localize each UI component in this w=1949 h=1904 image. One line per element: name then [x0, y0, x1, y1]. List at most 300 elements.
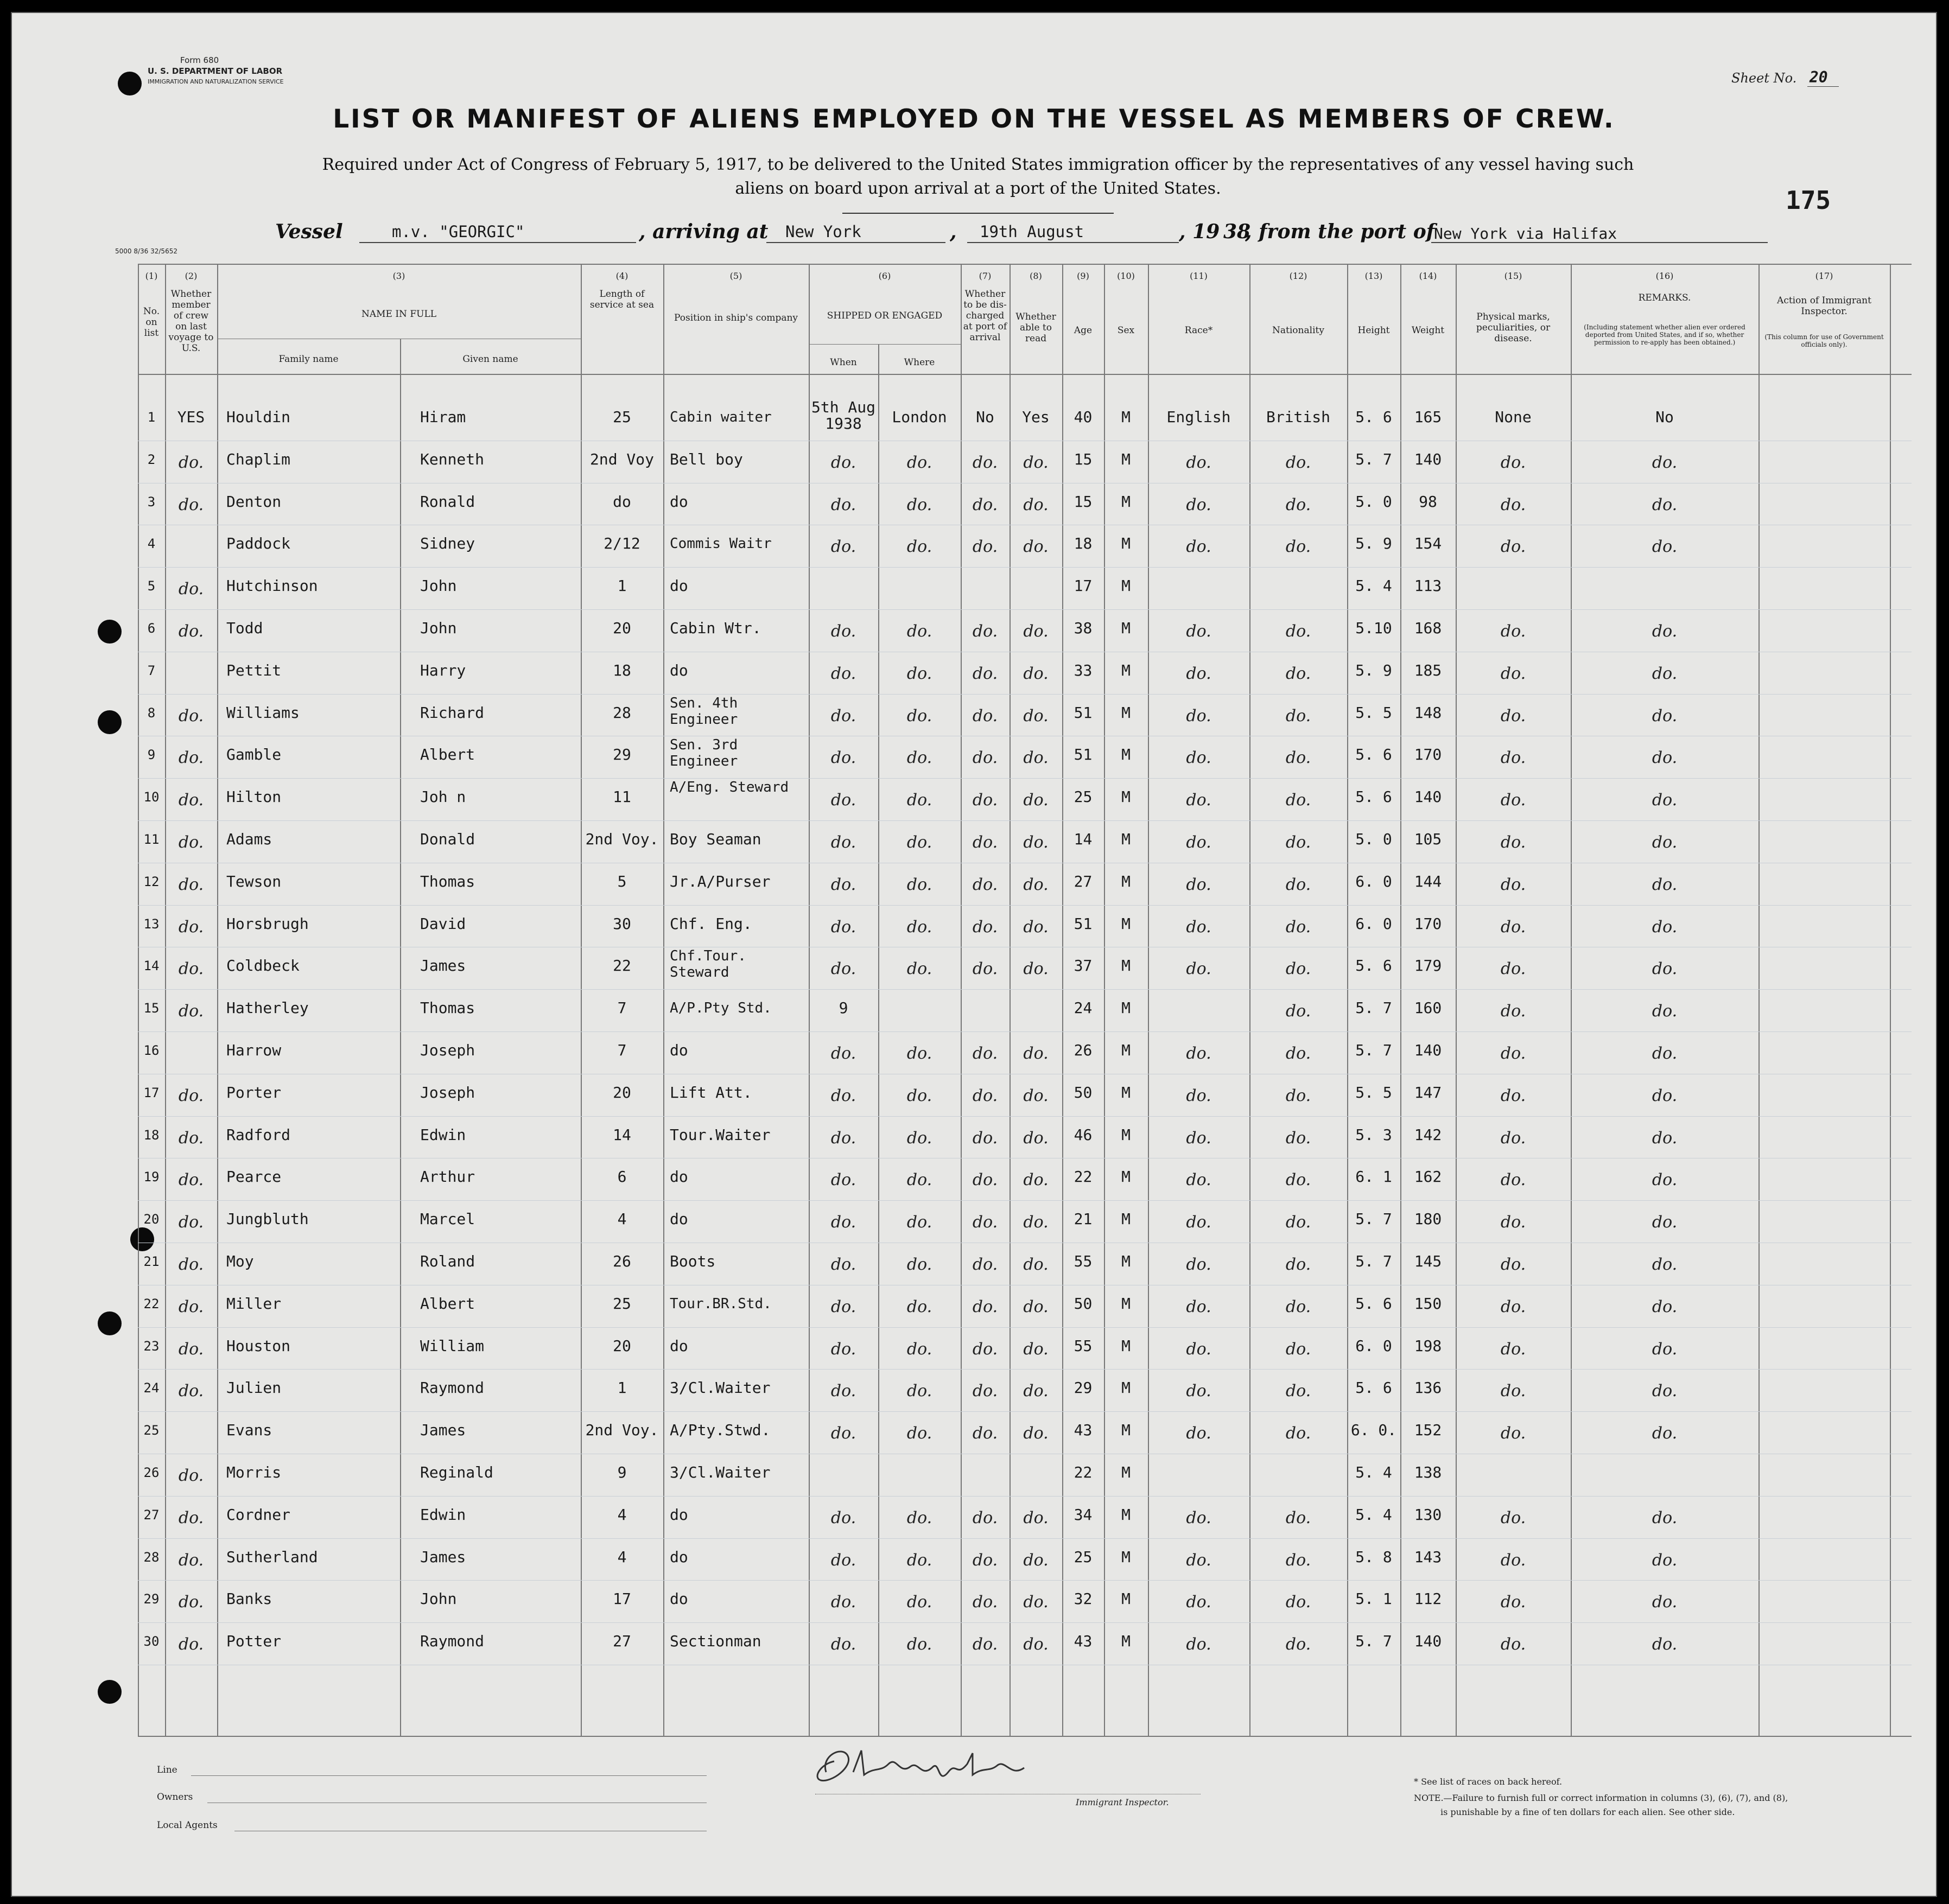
- row-5-prev: do.: [178, 580, 204, 599]
- row-22-where: do.: [906, 1297, 932, 1316]
- row-23-race: do.: [1186, 1339, 1211, 1359]
- row-6-marks: do.: [1500, 622, 1526, 641]
- row-1-family: Houldin: [226, 408, 291, 426]
- row-22-no: 22: [143, 1296, 160, 1311]
- row-6-height: 5.10: [1355, 619, 1392, 637]
- row-23-discharged: do.: [972, 1339, 998, 1359]
- row-4-family: Paddock: [226, 534, 291, 553]
- row-7-when: do.: [830, 664, 856, 683]
- row-3-discharged: do.: [972, 495, 998, 514]
- row-6-race: do.: [1186, 622, 1211, 641]
- row-23-height: 6. 0: [1355, 1336, 1392, 1355]
- row-18-prev: do.: [178, 1128, 204, 1148]
- row-26-family: Morris: [226, 1463, 282, 1481]
- row-13-family: Horsbrugh: [226, 914, 309, 933]
- row-20-age: 21: [1074, 1210, 1093, 1228]
- row-16-when: do.: [830, 1044, 856, 1063]
- row-24-service: 1: [617, 1379, 627, 1397]
- row-13-given: David: [420, 914, 466, 933]
- row-rule: [138, 1622, 1912, 1623]
- row-1-sex: M: [1121, 408, 1131, 426]
- row-12-when: do.: [830, 875, 856, 894]
- row-rule: [138, 1580, 1912, 1581]
- row-14-nationality: do.: [1285, 959, 1311, 979]
- column-number: (2): [185, 271, 198, 281]
- row-28-height: 5. 8: [1355, 1548, 1392, 1566]
- row-2-age: 15: [1074, 450, 1093, 468]
- column-header: Weight: [1411, 325, 1445, 336]
- column-number: (1): [145, 271, 158, 281]
- row-2-marks: do.: [1500, 453, 1526, 472]
- row-7-read: do.: [1023, 664, 1049, 683]
- row-17-discharged: do.: [972, 1086, 998, 1105]
- row-7-position: do: [670, 661, 688, 679]
- row-21-discharged: do.: [972, 1255, 998, 1274]
- row-30-age: 43: [1074, 1632, 1093, 1651]
- row-8-service: 28: [613, 703, 631, 722]
- row-18-family: Radford: [226, 1125, 291, 1144]
- punch-hole-icon: [118, 72, 142, 95]
- row-5-service: 1: [617, 577, 627, 595]
- row-24-read: do.: [1023, 1381, 1049, 1401]
- row-18-age: 46: [1074, 1125, 1093, 1144]
- inspector-note: (This column for use of Government officials only).: [1764, 333, 1884, 348]
- row-10-weight: 140: [1414, 788, 1442, 806]
- row-6-position: Cabin Wtr.: [670, 619, 761, 637]
- row-29-read: do.: [1023, 1593, 1049, 1612]
- row-10-where: do.: [906, 791, 932, 810]
- row-30-race: do.: [1186, 1635, 1211, 1654]
- row-13-age: 51: [1074, 914, 1093, 933]
- row-15-sex: M: [1121, 999, 1131, 1017]
- row-11-age: 14: [1074, 830, 1093, 848]
- vessel-name: m.v. "GEORGIC": [392, 222, 525, 241]
- row-3-height: 5. 0: [1355, 492, 1392, 511]
- row-27-age: 34: [1074, 1505, 1093, 1524]
- row-2-discharged: do.: [972, 453, 998, 472]
- row-26-no: 26: [143, 1465, 160, 1480]
- row-1-where: London: [892, 408, 947, 426]
- row-20-race: do.: [1186, 1213, 1211, 1232]
- punch-hole-icon: [98, 1680, 122, 1704]
- row-30-height: 5. 7: [1355, 1632, 1392, 1651]
- row-29-position: do: [670, 1590, 688, 1608]
- row-22-family: Miller: [226, 1294, 282, 1313]
- vessel-underline: [359, 242, 636, 243]
- row-4-race: do.: [1186, 537, 1211, 557]
- row-24-where: do.: [906, 1381, 932, 1401]
- row-21-position: Boots: [670, 1252, 716, 1270]
- row-9-discharged: do.: [972, 748, 998, 768]
- row-11-prev: do.: [178, 833, 204, 852]
- row-15-no: 15: [143, 1001, 160, 1016]
- row-11-where: do.: [906, 833, 932, 852]
- row-19-remarks: do.: [1652, 1170, 1678, 1190]
- row-30-prev: do.: [178, 1635, 204, 1654]
- row-8-height: 5. 5: [1355, 703, 1392, 722]
- row-22-position: Tour.BR.Std.: [670, 1295, 772, 1312]
- row-5-position: do: [670, 577, 688, 595]
- row-15-nationality: do.: [1285, 1002, 1311, 1021]
- row-18-no: 18: [143, 1127, 160, 1143]
- row-13-service: 30: [613, 914, 631, 933]
- row-17-height: 5. 5: [1355, 1083, 1392, 1101]
- row-9-read: do.: [1023, 748, 1049, 768]
- row-23-read: do.: [1023, 1339, 1049, 1359]
- row-27-height: 5. 4: [1355, 1505, 1392, 1524]
- form-number: Form 680: [180, 55, 219, 65]
- row-30-service: 27: [613, 1632, 631, 1651]
- row-1-no: 1: [147, 410, 156, 425]
- row-24-remarks: do.: [1652, 1381, 1678, 1401]
- from-port: New York via Halifax: [1434, 225, 1617, 243]
- row-12-discharged: do.: [972, 875, 998, 894]
- column-header: Age: [1074, 325, 1093, 336]
- row-20-no: 20: [143, 1212, 160, 1227]
- row-4-sex: M: [1121, 534, 1131, 553]
- row-12-weight: 144: [1414, 872, 1442, 890]
- row-3-weight: 98: [1419, 492, 1437, 511]
- row-12-race: do.: [1186, 875, 1211, 894]
- row-23-family: Houston: [226, 1336, 291, 1355]
- row-5-given: John: [420, 577, 457, 595]
- row-3-family: Denton: [226, 492, 282, 511]
- row-27-marks: do.: [1500, 1508, 1526, 1527]
- row-10-sex: M: [1121, 788, 1131, 806]
- line-underline: [191, 1775, 707, 1776]
- inspector-label: Immigrant Inspector.: [1076, 1797, 1169, 1807]
- column-number: (15): [1504, 271, 1522, 281]
- row-23-prev: do.: [178, 1339, 204, 1359]
- row-28-when: do.: [830, 1550, 856, 1570]
- row-12-where: do.: [906, 875, 932, 894]
- row-27-nationality: do.: [1285, 1508, 1311, 1527]
- row-4-discharged: do.: [972, 537, 998, 557]
- row-11-marks: do.: [1500, 833, 1526, 852]
- row-26-given: Reginald: [420, 1463, 493, 1481]
- punch-hole-icon: [98, 1311, 122, 1335]
- row-20-marks: do.: [1500, 1213, 1526, 1232]
- row-14-service: 22: [613, 957, 631, 975]
- column-header: Position in ship's company: [674, 313, 798, 323]
- row-17-when: do.: [830, 1086, 856, 1105]
- row-7-remarks: do.: [1652, 664, 1678, 683]
- row-6-given: John: [420, 619, 457, 637]
- row-12-position: Jr.A/Purser: [670, 872, 771, 890]
- row-28-weight: 143: [1414, 1548, 1442, 1566]
- signature-text: J. Loughlin: [869, 1784, 905, 1791]
- row-29-prev: do.: [178, 1593, 204, 1612]
- row-18-sex: M: [1121, 1125, 1131, 1144]
- column-number: (4): [615, 271, 628, 281]
- row-4-where: do.: [906, 537, 932, 557]
- where-header: Where: [904, 357, 935, 368]
- row-15-position: A/P.Pty Std.: [670, 1000, 772, 1017]
- row-rule: [138, 1200, 1912, 1201]
- row-30-remarks: do.: [1652, 1635, 1678, 1654]
- row-21-when: do.: [830, 1255, 856, 1274]
- row-27-service: 4: [617, 1505, 627, 1524]
- row-28-where: do.: [906, 1550, 932, 1570]
- row-4-marks: do.: [1500, 537, 1526, 557]
- row-3-where: do.: [906, 495, 932, 514]
- row-14-discharged: do.: [972, 959, 998, 979]
- row-1-remarks: No: [1655, 408, 1674, 426]
- row-3-marks: do.: [1500, 495, 1526, 514]
- row-13-height: 6. 0: [1355, 914, 1392, 933]
- row-19-family: Pearce: [226, 1168, 282, 1186]
- row-9-where: do.: [906, 748, 932, 768]
- row-25-service: 2nd Voy.: [585, 1421, 659, 1440]
- row-30-when: do.: [830, 1635, 856, 1654]
- row-11-nationality: do.: [1285, 833, 1311, 852]
- row-18-read: do.: [1023, 1128, 1049, 1148]
- row-6-where: do.: [906, 622, 932, 641]
- row-8-nationality: do.: [1285, 706, 1311, 725]
- row-24-when: do.: [830, 1381, 856, 1401]
- row-12-prev: do.: [178, 875, 204, 894]
- row-21-remarks: do.: [1652, 1255, 1678, 1274]
- row-19-sex: M: [1121, 1168, 1131, 1186]
- column-header: NAME IN FULL: [361, 309, 437, 320]
- row-9-nationality: do.: [1285, 748, 1311, 768]
- row-21-weight: 145: [1414, 1252, 1442, 1270]
- row-2-remarks: do.: [1652, 453, 1678, 472]
- row-26-prev: do.: [178, 1466, 204, 1485]
- row-28-position: do: [670, 1548, 688, 1566]
- row-3-remarks: do.: [1652, 495, 1678, 514]
- row-2-nationality: do.: [1285, 453, 1311, 472]
- row-24-prev: do.: [178, 1381, 204, 1401]
- table-header-border: [138, 374, 1912, 375]
- row-4-nationality: do.: [1285, 537, 1311, 557]
- row-28-age: 25: [1074, 1548, 1093, 1566]
- row-20-family: Jungbluth: [226, 1210, 309, 1228]
- row-20-where: do.: [906, 1213, 932, 1232]
- row-1-race: English: [1166, 408, 1231, 426]
- row-rule: [138, 1327, 1912, 1328]
- row-29-race: do.: [1186, 1593, 1211, 1612]
- row-19-nationality: do.: [1285, 1170, 1311, 1190]
- row-29-service: 17: [613, 1590, 631, 1608]
- row-18-height: 5. 3: [1355, 1125, 1392, 1144]
- row-4-no: 4: [147, 536, 156, 552]
- row-15-prev: do.: [178, 1002, 204, 1021]
- row-2-family: Chaplim: [226, 450, 291, 468]
- row-5-height: 5. 4: [1355, 577, 1392, 595]
- row-22-read: do.: [1023, 1297, 1049, 1316]
- row-8-read: do.: [1023, 706, 1049, 725]
- race-note: * See list of races on back hereof.: [1414, 1776, 1563, 1787]
- row-9-service: 29: [613, 746, 631, 764]
- row-22-when: do.: [830, 1297, 856, 1316]
- row-21-height: 5. 7: [1355, 1252, 1392, 1270]
- row-9-age: 51: [1074, 746, 1093, 764]
- row-14-position: Chf.Tour. Steward: [670, 948, 746, 981]
- row-1-discharged: No: [976, 408, 994, 426]
- row-24-position: 3/Cl.Waiter: [670, 1379, 771, 1397]
- row-11-discharged: do.: [972, 833, 998, 852]
- column-number: (16): [1655, 271, 1674, 281]
- row-30-family: Potter: [226, 1632, 282, 1651]
- row-rule: [138, 778, 1912, 779]
- row-15-remarks: do.: [1652, 1002, 1678, 1021]
- row-22-nationality: do.: [1285, 1297, 1311, 1316]
- row-24-weight: 136: [1414, 1379, 1442, 1397]
- row-8-discharged: do.: [972, 706, 998, 725]
- row-20-sex: M: [1121, 1210, 1131, 1228]
- row-30-nationality: do.: [1285, 1635, 1311, 1654]
- table-top-border: [138, 264, 1912, 265]
- column-header: No. on list: [143, 306, 160, 339]
- row-26-position: 3/Cl.Waiter: [670, 1463, 771, 1481]
- row-22-prev: do.: [178, 1297, 204, 1316]
- row-5-age: 17: [1074, 577, 1093, 595]
- row-22-remarks: do.: [1652, 1297, 1678, 1316]
- row-25-nationality: do.: [1285, 1424, 1311, 1443]
- row-16-discharged: do.: [972, 1044, 998, 1063]
- row-17-service: 20: [613, 1083, 631, 1101]
- row-21-family: Moy: [226, 1252, 254, 1270]
- row-24-family: Julien: [226, 1379, 282, 1397]
- row-6-family: Todd: [226, 619, 263, 637]
- row-17-prev: do.: [178, 1086, 204, 1105]
- row-27-family: Cordner: [226, 1505, 291, 1524]
- row-27-prev: do.: [178, 1508, 204, 1527]
- row-28-race: do.: [1186, 1550, 1211, 1570]
- row-8-no: 8: [147, 705, 156, 721]
- row-23-weight: 198: [1414, 1336, 1442, 1355]
- row-19-discharged: do.: [972, 1170, 998, 1190]
- row-12-age: 27: [1074, 872, 1093, 890]
- row-23-when: do.: [830, 1339, 856, 1359]
- row-12-nationality: do.: [1285, 875, 1311, 894]
- row-19-read: do.: [1023, 1170, 1049, 1190]
- row-14-age: 37: [1074, 957, 1093, 975]
- row-5-sex: M: [1121, 577, 1131, 595]
- row-25-read: do.: [1023, 1424, 1049, 1443]
- row-15-given: Thomas: [420, 999, 475, 1017]
- subtitle-line-2: aliens on board upon arrival at a port of the United States.: [735, 179, 1221, 198]
- row-6-read: do.: [1023, 622, 1049, 641]
- column-number: (8): [1030, 271, 1042, 281]
- row-25-remarks: do.: [1652, 1424, 1678, 1443]
- row-9-family: Gamble: [226, 746, 282, 764]
- row-rule: [138, 989, 1912, 990]
- row-13-no: 13: [143, 916, 160, 932]
- row-19-weight: 162: [1414, 1168, 1442, 1186]
- row-7-nationality: do.: [1285, 664, 1311, 683]
- row-10-read: do.: [1023, 791, 1049, 810]
- column-number: (17): [1815, 271, 1833, 281]
- row-1-height: 5. 6: [1355, 408, 1392, 426]
- row-1-weight: 165: [1414, 408, 1442, 426]
- row-29-sex: M: [1121, 1590, 1131, 1608]
- row-3-no: 3: [147, 494, 156, 510]
- from-port-underline: [1431, 242, 1768, 243]
- row-1-prev: YES: [177, 408, 205, 426]
- row-21-race: do.: [1186, 1255, 1211, 1274]
- shipped-subheader-rule: [809, 344, 961, 345]
- row-22-marks: do.: [1500, 1297, 1526, 1316]
- row-21-given: Roland: [420, 1252, 475, 1270]
- page-title: LIST OR MANIFEST OF ALIENS EMPLOYED ON THE VESSEL AS MEMBERS OF CREW.: [333, 104, 1615, 134]
- row-25-when: do.: [830, 1424, 856, 1443]
- row-2-service: 2nd Voy: [589, 450, 654, 468]
- column-header: Height: [1357, 325, 1390, 336]
- subtitle-line-1: Required under Act of Congress of February 5, 1917, to be delivered to the United States immigration officer by the representatives of any vessel having such: [322, 155, 1634, 174]
- row-21-marks: do.: [1500, 1255, 1526, 1274]
- row-13-nationality: do.: [1285, 917, 1311, 937]
- row-rule: [138, 1496, 1912, 1497]
- row-28-nationality: do.: [1285, 1550, 1311, 1570]
- row-7-weight: 185: [1414, 661, 1442, 679]
- date-underline: [967, 242, 1179, 243]
- row-2-given: Kenneth: [420, 450, 485, 468]
- row-15-age: 24: [1074, 999, 1093, 1017]
- row-rule: [138, 609, 1912, 610]
- row-8-when: do.: [830, 706, 856, 725]
- row-10-remarks: do.: [1652, 791, 1678, 810]
- row-23-given: William: [420, 1336, 485, 1355]
- row-9-when: do.: [830, 748, 856, 768]
- row-14-read: do.: [1023, 959, 1049, 979]
- row-29-weight: 112: [1414, 1590, 1442, 1608]
- row-4-read: do.: [1023, 537, 1049, 557]
- row-9-remarks: do.: [1652, 748, 1678, 768]
- row-10-age: 25: [1074, 788, 1093, 806]
- row-16-age: 26: [1074, 1041, 1093, 1059]
- row-13-position: Chf. Eng.: [670, 914, 752, 933]
- row-15-height: 5. 7: [1355, 999, 1392, 1017]
- row-12-remarks: do.: [1652, 875, 1678, 894]
- row-2-no: 2: [147, 451, 156, 467]
- row-15-weight: 160: [1414, 999, 1442, 1017]
- row-10-discharged: do.: [972, 791, 998, 810]
- row-25-sex: M: [1121, 1421, 1131, 1440]
- row-5-family: Hutchinson: [226, 577, 318, 595]
- row-17-marks: do.: [1500, 1086, 1526, 1105]
- row-7-discharged: do.: [972, 664, 998, 683]
- row-14-given: James: [420, 957, 466, 975]
- row-24-marks: do.: [1500, 1381, 1526, 1401]
- row-11-race: do.: [1186, 833, 1211, 852]
- row-25-discharged: do.: [972, 1424, 998, 1443]
- row-1-nationality: British: [1266, 408, 1330, 426]
- row-21-read: do.: [1023, 1255, 1049, 1274]
- row-17-read: do.: [1023, 1086, 1049, 1105]
- row-20-discharged: do.: [972, 1213, 998, 1232]
- arriving-label: , arriving at: [639, 220, 769, 243]
- row-17-position: Lift Att.: [670, 1083, 752, 1101]
- row-8-remarks: do.: [1652, 706, 1678, 725]
- row-8-weight: 148: [1414, 703, 1442, 722]
- row-23-where: do.: [906, 1339, 932, 1359]
- row-rule: [138, 905, 1912, 906]
- row-rule: [138, 1538, 1912, 1539]
- arriving-underline: [766, 242, 945, 243]
- row-27-remarks: do.: [1652, 1508, 1678, 1527]
- column-divider-name: [400, 339, 401, 1736]
- row-21-service: 26: [613, 1252, 631, 1270]
- row-8-marks: do.: [1500, 706, 1526, 725]
- separator-rule: [842, 213, 1114, 214]
- row-28-marks: do.: [1500, 1550, 1526, 1570]
- sheet-number: 20: [1807, 68, 1839, 87]
- row-17-sex: M: [1121, 1083, 1131, 1101]
- row-24-height: 5. 6: [1355, 1379, 1392, 1397]
- row-29-marks: do.: [1500, 1593, 1526, 1612]
